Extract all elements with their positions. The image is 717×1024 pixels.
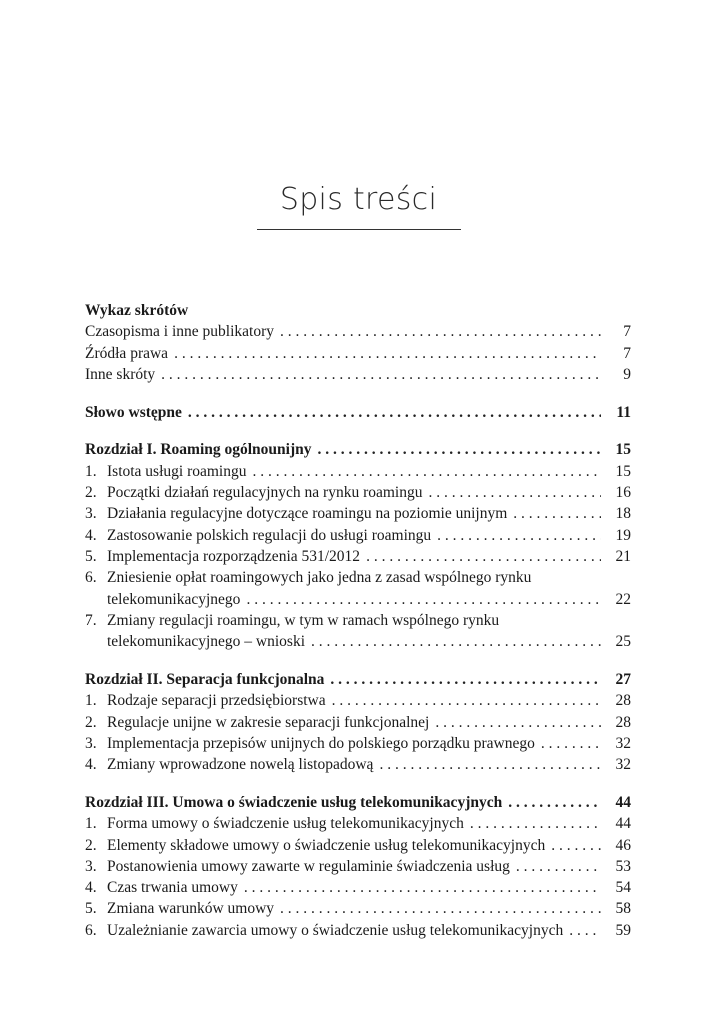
toc-entry-title: Słowo wstępne — [85, 403, 182, 421]
toc-entry-number: 5. — [85, 547, 97, 565]
dot-leader — [435, 712, 601, 733]
toc-section-heading: Wykaz skrótów — [85, 302, 189, 319]
toc-entry[interactable] — [85, 343, 631, 364]
toc-entry[interactable] — [85, 525, 631, 546]
toc-page-number: 46 — [615, 836, 631, 854]
toc-entry-number: 3. — [85, 505, 97, 523]
toc-entry-number: 1. — [85, 692, 97, 710]
dot-leader — [280, 898, 601, 919]
toc-section — [85, 300, 631, 385]
toc-entry-title-continuation: telekomunikacyjnego — [107, 590, 241, 608]
dot-leader — [437, 525, 601, 546]
toc-entry-title: Zniesienie opłat roamingowych jako jedna z zasad wspólnego rynku — [107, 569, 532, 587]
dot-leader — [174, 343, 601, 364]
toc-entry[interactable] — [85, 877, 631, 898]
toc-entry-number: 2. — [85, 484, 97, 502]
toc-entry-number: 1. — [85, 462, 97, 480]
toc-page-number: 7 — [623, 323, 631, 341]
toc-page-number: 11 — [616, 403, 631, 421]
toc-entry-title: Zmiany wprowadzone nowelą listopadową — [107, 756, 374, 774]
toc-entry-title: Czas trwania umowy — [107, 879, 238, 897]
toc-page-number: 21 — [615, 547, 631, 565]
toc-entry-title: Zmiana warunków umowy — [107, 900, 275, 918]
dot-leader — [318, 439, 601, 460]
toc-entry[interactable] — [85, 754, 631, 775]
toc-entry-number: 5. — [85, 900, 97, 918]
dot-leader — [330, 669, 601, 690]
dot-leader — [429, 482, 602, 503]
toc-chapter-entry[interactable] — [85, 402, 631, 423]
toc-entry-number: 3. — [85, 734, 97, 752]
dot-leader — [311, 631, 601, 652]
toc-entry-title: Rodzaje separacji przedsiębiorstwa — [107, 692, 326, 710]
toc-entry[interactable] — [85, 898, 631, 919]
toc-entry-number: 7. — [85, 611, 97, 629]
toc-entry-number: 4. — [85, 756, 97, 774]
toc-page-number: 22 — [615, 590, 631, 608]
toc-page-number: 19 — [615, 526, 631, 544]
toc-entry[interactable] — [85, 610, 631, 653]
toc-chapter-entry[interactable] — [85, 669, 631, 690]
dot-leader — [188, 402, 601, 423]
toc-page-number: 59 — [615, 921, 631, 939]
toc-page-number: 15 — [615, 441, 631, 459]
dot-leader — [246, 589, 601, 610]
dot-leader — [541, 733, 601, 754]
toc-entry[interactable] — [85, 321, 631, 342]
toc-entry-title: Zmiany regulacji roamingu, w tym w ramach wspólnego rynku — [107, 611, 500, 629]
table-of-contents — [85, 300, 631, 958]
dot-leader — [161, 364, 601, 385]
toc-page-number: 44 — [615, 815, 631, 833]
toc-entry-title: Zastosowanie polskich regulacji do usługi roamingu — [107, 526, 432, 544]
toc-page-number: 32 — [615, 756, 631, 774]
dot-leader — [253, 461, 602, 482]
dot-leader — [244, 877, 601, 898]
toc-entry-number: 6. — [85, 569, 97, 587]
toc-page-number: 7 — [623, 344, 631, 362]
toc-entry-title: Postanowienia umowy zawarte w regulaminie świadczenia usług — [107, 857, 510, 875]
toc-chapter-entry[interactable] — [85, 439, 631, 460]
toc-entry[interactable] — [85, 813, 631, 834]
toc-entry-title: Regulacje unijne w zakresie separacji funkcjonalnej — [107, 713, 430, 731]
toc-entry-title: Początki działań regulacyjnych na rynku roamingu — [107, 484, 423, 502]
toc-entry[interactable] — [85, 482, 631, 503]
toc-page-number: 44 — [615, 793, 631, 811]
toc-page-number: 27 — [615, 670, 631, 688]
page-title: Spis treści — [279, 182, 438, 217]
toc-entry[interactable] — [85, 835, 631, 856]
toc-entry-title: Rozdział I. Roaming ogólnounijny — [85, 441, 312, 459]
toc-page-number: 58 — [615, 900, 631, 918]
toc-entry-title: Istota usługi roamingu — [107, 462, 247, 480]
toc-chapter-entry[interactable] — [85, 792, 631, 813]
toc-entry-number: 4. — [85, 879, 97, 897]
dot-leader — [508, 792, 601, 813]
toc-page-number: 9 — [623, 365, 631, 383]
toc-page-number: 25 — [615, 633, 631, 651]
toc-entry-number: 2. — [85, 713, 97, 731]
toc-entry-number: 1. — [85, 815, 97, 833]
toc-entry-title-continuation: telekomunikacyjnego – wnioski — [107, 633, 306, 651]
toc-entry-title: Forma umowy o świadczenie usług telekomunikacyjnych — [107, 815, 464, 833]
dot-leader — [569, 920, 601, 941]
toc-entry-number: 4. — [85, 526, 97, 544]
toc-section — [85, 402, 631, 423]
toc-entry-title: Implementacja rozporządzenia 531/2012 — [107, 547, 361, 565]
toc-entry-title: Rozdział III. Umowa o świadczenie usług telekomunikacyjnych — [85, 793, 503, 811]
dot-leader — [379, 754, 601, 775]
toc-page-number: 28 — [615, 692, 631, 710]
toc-section — [85, 669, 631, 775]
toc-page-number: 28 — [615, 713, 631, 731]
dot-leader — [513, 503, 601, 524]
toc-entry[interactable] — [85, 712, 631, 733]
toc-entry-title: Czasopisma i inne publikatory — [85, 323, 274, 341]
toc-page-number: 32 — [615, 734, 631, 752]
toc-entry-number: 3. — [85, 857, 97, 875]
toc-entry-title: Inne skróty — [85, 365, 156, 383]
toc-entry[interactable] — [85, 567, 631, 610]
dot-leader — [332, 690, 601, 711]
toc-entry-title: Rozdział II. Separacja funkcjonalna — [85, 670, 325, 688]
toc-page-number: 18 — [615, 505, 631, 523]
dot-leader — [366, 546, 601, 567]
toc-entry[interactable] — [85, 920, 631, 941]
toc-entry[interactable] — [85, 461, 631, 482]
toc-entry[interactable] — [85, 733, 631, 754]
toc-section — [85, 792, 631, 941]
toc-entry[interactable] — [85, 364, 631, 385]
toc-entry-title: Implementacja przepisów unijnych do polskiego porządku prawnego — [107, 734, 535, 752]
toc-entry-title: Elementy składowe umowy o świadczenie usług telekomunikacyjnych — [107, 836, 546, 854]
toc-entry-number: 6. — [85, 921, 97, 939]
dot-leader — [280, 321, 601, 342]
dot-leader — [516, 856, 601, 877]
toc-entry[interactable] — [85, 503, 631, 524]
toc-entry[interactable] — [85, 856, 631, 877]
toc-page-number: 15 — [615, 462, 631, 480]
toc-section — [85, 439, 631, 652]
toc-entry-number: 2. — [85, 836, 97, 854]
toc-page-number: 54 — [615, 879, 631, 897]
toc-page-number: 53 — [615, 857, 631, 875]
toc-entry-title: Działania regulacyjne dotyczące roamingu na poziomie unijnym — [107, 505, 508, 523]
toc-entry-title: Uzależnianie zawarcia umowy o świadczenie usług telekomunikacyjnych — [107, 921, 564, 939]
toc-entry-title: Źródła prawa — [85, 344, 169, 362]
toc-entry[interactable] — [85, 546, 631, 567]
dot-leader — [470, 813, 601, 834]
toc-entry[interactable] — [85, 690, 631, 711]
title-rule — [257, 229, 461, 230]
toc-page-number: 16 — [615, 484, 631, 502]
dot-leader — [551, 835, 601, 856]
